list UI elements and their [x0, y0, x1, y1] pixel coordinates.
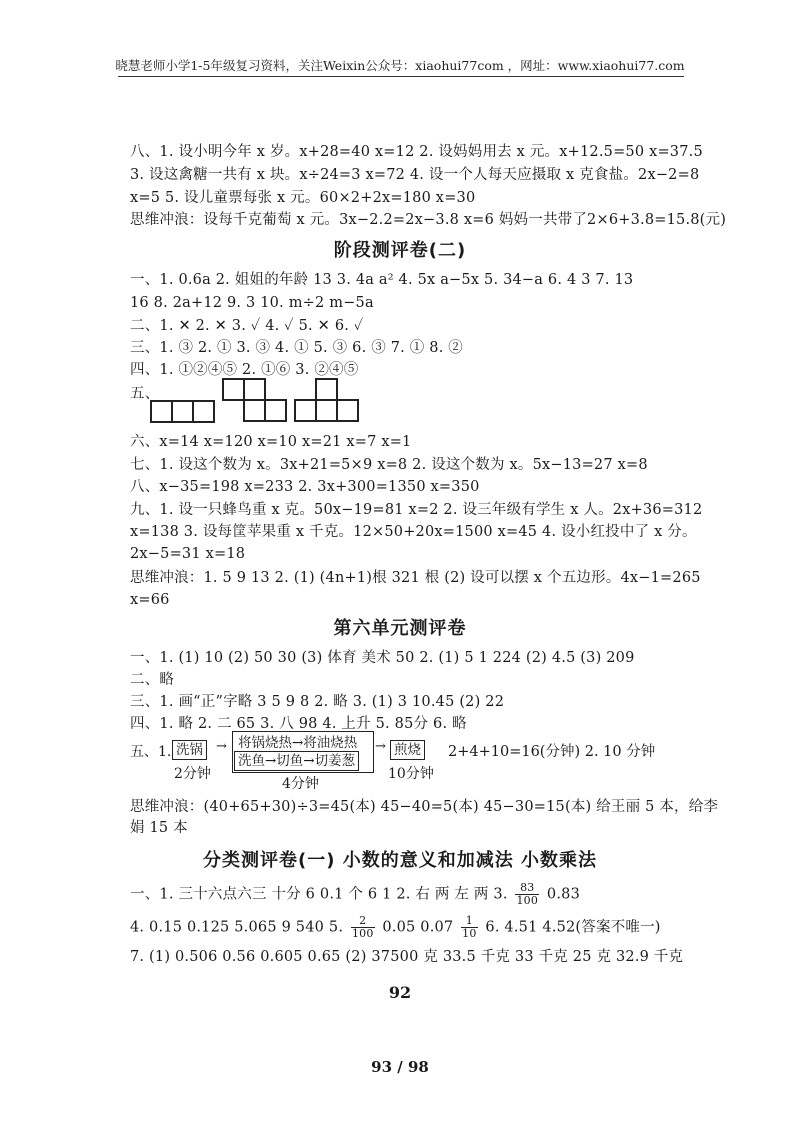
answer-text: 6. 4.51 4.52(答案不唯一): [485, 919, 661, 936]
flow-step-heat: 将锅烧热→将油烧热: [238, 735, 358, 751]
answer-line: 三、1. 画“正”字略 3 5 9 8 2. 略 3. (1) 3 10.45 (2) 22: [130, 694, 505, 710]
arrow-icon: →: [216, 739, 227, 754]
answer-label: 五、1.: [130, 744, 172, 760]
answer-line: 3. 设这禽糖一共有 x 块。x÷24=3 x=72 4. 设一个人每天应摄取 x 克食盐。2x−2=8: [130, 167, 700, 183]
answer-line: 九、1. 设一只蜂鸟重 x 克。50x−19=81 x=2 2. 设三年级有学生 x 人。2x+36=312: [130, 502, 703, 518]
answer-line: 16 8. 2a+12 9. 3 10. m÷2 m−5a: [130, 295, 374, 311]
answer-line: 思维冲浪：(40+65+30)÷3=45(本) 45−40=5(本) 45−30=15(本) 给王丽 5 本，给李: [130, 799, 719, 815]
fraction: $\frac{1}{10}$: [462, 914, 477, 940]
section-title: 分类测评卷(一) 小数的意义和加减法 小数乘法: [203, 850, 597, 871]
answer-line: 一、1. 0.6a 2. 姐姐的年龄 13 3. 4a a² 4. 5x a−5x 5. 34−a 6. 4 3 7. 13: [130, 272, 634, 288]
answer-line: 三、1. ③ 2. ① 3. ③ 4. ① 5. ③ 6. ③ 7. ① 8. ②: [130, 340, 464, 356]
answer-line: 2x−5=31 x=18: [130, 546, 246, 562]
answer-line: 六、x=14 x=120 x=10 x=21 x=7 x=1: [130, 434, 412, 450]
answer-text: 4. 0.15 0.125 5.065 9 540 5.: [130, 919, 344, 936]
answer-line: 二、1. ✕ 2. ✕ 3. ✓ 4. ✓ 5. ✕ 6. ✓: [130, 318, 364, 334]
flow-time-label: 10分钟: [388, 766, 434, 782]
answer-line: 八、1. 设小明今年 x 岁。x+28=40 x=12 2. 设妈妈用去 x 元。x+12.5=50 x=37.5: [130, 144, 703, 160]
section-title: 阶段测评卷(二): [333, 240, 467, 261]
flow-step-wash-pot: 洗锅: [172, 740, 207, 760]
fraction: $\frac{83}{100}$: [516, 881, 539, 907]
flow-step-fry: 煎烧: [390, 740, 425, 760]
answer-line: x=5 5. 设儿童票每张 x 元。60×2+2x=180 x=30: [130, 190, 476, 206]
answer-line: 思维冲浪：设每千克葡萄 x 元。3x−2.2=2x−3.8 x=6 妈妈一共带了2×6+3.8=15.8(元): [130, 212, 727, 228]
answer-line: 二、略: [130, 672, 175, 688]
flow-time-label: 2分钟: [174, 766, 211, 782]
page-header: 晓慧老师小学1-5年级复习资料，关注Weixin公众号：xiaohui77com ，网址：www.xiaohui77.com: [115, 58, 685, 73]
answer-line: 五、: [130, 386, 160, 402]
answer-line: 一、1. (1) 10 (2) 50 30 (3) 体育 美术 50 2. (1) 5 1 224 (2) 4.5 (3) 209: [130, 650, 635, 666]
answer-text: 0.83: [546, 886, 580, 903]
answer-line: 2+4+10=16(分钟) 2. 10 分钟: [448, 744, 656, 760]
answer-text: 一、1. 三十六点六三 十分 6 0.1 个 6 1 2. 右 两 左 两 3.: [130, 886, 508, 903]
answer-line: 四、1. ①②④⑤ 2. ①⑥ 3. ②④⑤: [130, 362, 359, 378]
header-rule: [118, 76, 684, 77]
answer-text: 0.05 0.07: [382, 919, 454, 936]
answer-line: [130, 882, 695, 907]
answer-line: 四、1. 略 2. 二 65 3. 八 98 4. 上升 5. 85分 6. 略: [130, 716, 467, 732]
answer-line: x=138 3. 设每筐苹果重 x 千克。12×50+20x=1500 x=45 4. 设小红投中了 x 分。: [130, 524, 697, 540]
flow-step-fish: 洗鱼→切鱼→切姜葱: [234, 751, 359, 771]
answer-line: 八、x−35=198 x=233 2. 3x+300=1350 x=350: [130, 479, 480, 495]
page-number: 92: [388, 983, 412, 1002]
arrow-icon: →: [375, 739, 386, 754]
answer-line: 思维冲浪：1. 5 9 13 2. (1) (4n+1)根 321 根 (2) 设可以摆 x 个五边形。4x−1=265: [130, 570, 701, 586]
answer-line: [130, 915, 695, 940]
answer-line: x=66: [130, 592, 170, 608]
answer-line: 七、1. 设这个数为 x。3x+21=5×9 x=8 2. 设这个数为 x。5x−13=27 x=8: [130, 457, 648, 473]
flow-time-label: 4分钟: [282, 776, 319, 792]
section-title: 第六单元测评卷: [333, 618, 467, 639]
page-counter: 93 / 98: [371, 1058, 429, 1076]
answer-line: 娟 15 本: [130, 820, 188, 836]
fraction: $\frac{2}{100}$: [351, 914, 374, 940]
answer-line: 7. (1) 0.506 0.56 0.605 0.65 (2) 37500 克 33.5 千克 33 千克 25 克 32.9 千克: [130, 949, 684, 965]
